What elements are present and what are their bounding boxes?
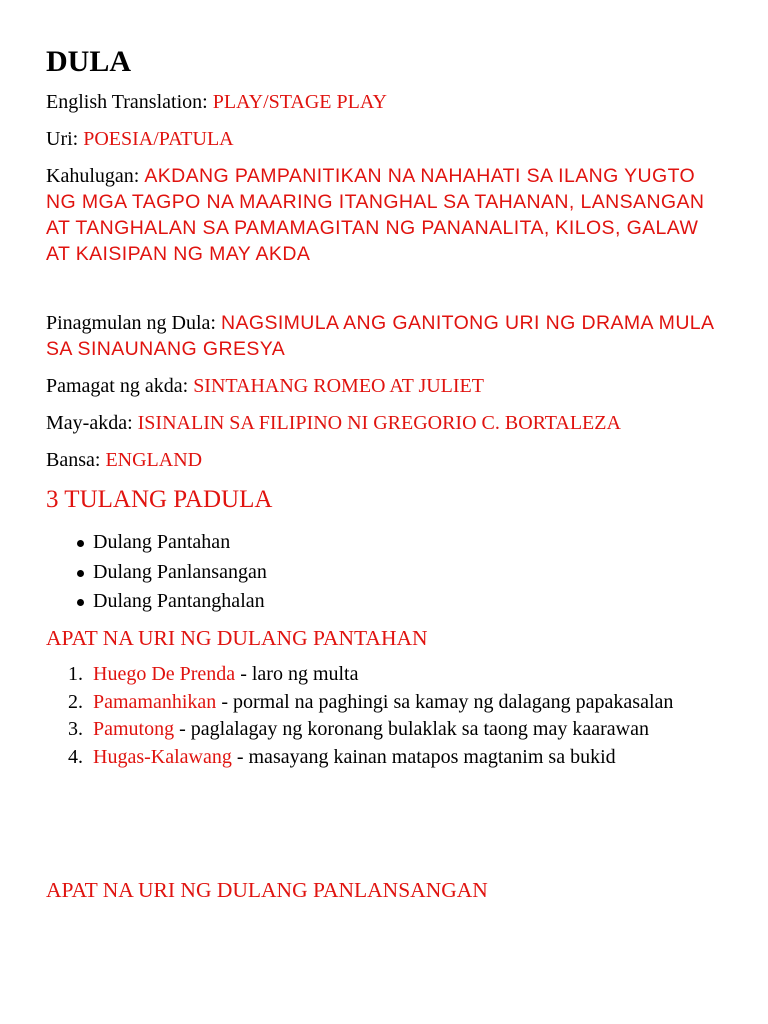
list-desc: - pormal na paghingi sa kamay ng dalagang papakasalan <box>216 690 674 713</box>
bullet-icon <box>77 570 84 577</box>
field-english-translation <box>46 89 736 115</box>
field-kahulugan <box>46 163 726 267</box>
heading-dulang-pantahan: APAT NA URI NG DULANG PANTAHAN <box>46 626 428 650</box>
document-title: DULA <box>46 45 132 78</box>
list-item-text: Dulang Panlansangan <box>93 560 267 583</box>
list-item <box>46 716 726 743</box>
field-value: POESIA/PATULA <box>83 128 234 150</box>
tulang-list <box>46 528 267 617</box>
bullet-icon <box>77 599 84 606</box>
field-value: ISINALIN SA FILIPINO NI GREGORIO C. BORTALEZA <box>137 412 621 434</box>
list-term: Pamamanhikan <box>93 690 217 713</box>
field-label: Pinagmulan ng Dula: <box>46 312 221 334</box>
list-item <box>46 528 267 558</box>
list-item-text: Dulang Pantahan <box>93 531 231 553</box>
field-pamagat <box>46 373 736 399</box>
list-term: Pamutong <box>93 718 175 740</box>
field-label: Uri: <box>46 128 84 150</box>
list-desc: - masayang kainan matapos magtanim sa bukid <box>231 745 616 768</box>
list-number: 3. <box>68 718 83 740</box>
list-item-text: Dulang Pantanghalan <box>93 590 265 612</box>
field-uri <box>46 126 736 152</box>
list-number: 2. <box>68 690 83 713</box>
list-item <box>46 689 726 716</box>
field-label: Kahulugan: <box>46 165 145 187</box>
field-value: AKDANG PAMPANITIKAN NA NAHAHATI SA ILANG YUGTO NG MGA TAGPO NA MAARING ITANGHAL SA TAHANAN, LANSANGAN AT TANGHALAN SA PAMAMAGITAN NG PANANALITA, KILOS, GALAW AT KAISIPAN NG MAY AKDA <box>46 165 705 265</box>
heading-dulang-panlansangan: APAT NA URI NG DULANG PANLANSANGAN <box>46 878 488 902</box>
list-term: Huego De Prenda <box>93 663 236 685</box>
list-item <box>46 744 726 771</box>
heading-tulang-padula: 3 TULANG PADULA <box>46 486 273 513</box>
field-value: NAGSIMULA ANG GANITONG URI NG DRAMA MULA SA SINAUNANG GRESYA <box>46 312 714 360</box>
list-number: 1. <box>68 663 83 685</box>
list-item <box>46 558 267 588</box>
list-term: Hugas-Kalawang <box>93 745 232 768</box>
field-may-akda <box>46 410 736 436</box>
list-desc: - laro ng multa <box>235 663 359 685</box>
field-bansa <box>46 447 736 473</box>
field-value: PLAY/STAGE PLAY <box>212 91 387 113</box>
field-label: May-akda: <box>46 412 138 434</box>
field-value: SINTAHANG ROMEO AT JULIET <box>193 375 484 397</box>
field-pinagmulan <box>46 310 726 362</box>
list-item <box>46 661 726 688</box>
bullet-icon <box>77 540 84 547</box>
list-item <box>46 587 267 617</box>
field-label: Bansa: <box>46 449 106 471</box>
pantahan-list <box>46 661 726 771</box>
field-value: ENGLAND <box>105 449 203 471</box>
field-label: Pamagat ng akda: <box>46 375 194 397</box>
list-desc: - paglalagay ng koronang bulaklak sa taong may kaarawan <box>174 718 649 740</box>
list-number: 4. <box>68 745 83 768</box>
field-label: English Translation: <box>46 91 213 113</box>
